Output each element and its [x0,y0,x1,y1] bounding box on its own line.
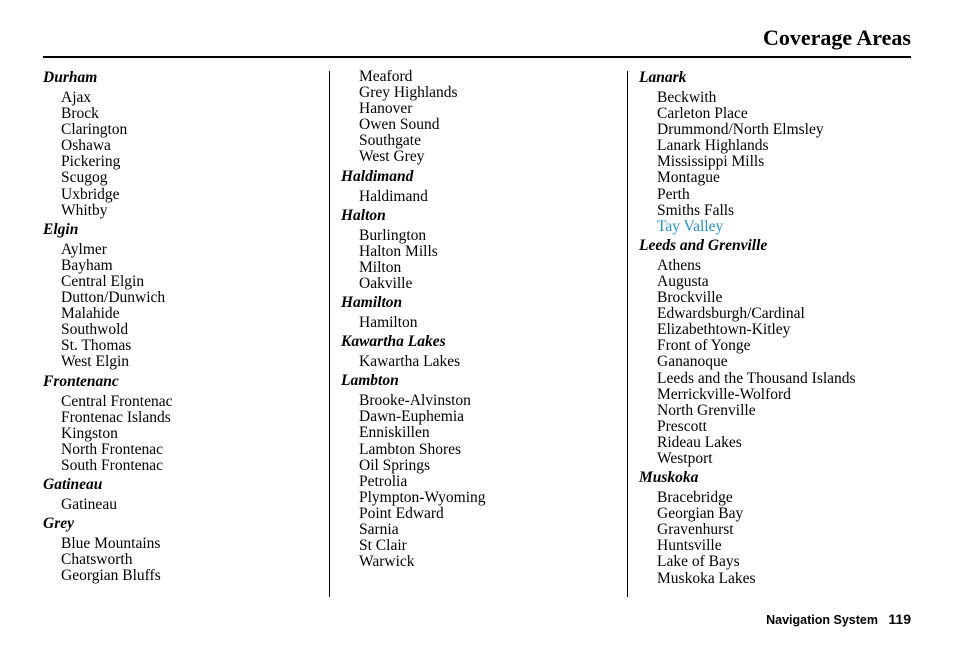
area-item: Brooke-Alvinston [359,392,471,410]
area-item: Milton [359,258,402,276]
area-item: Leeds and the Thousand Islands [657,369,856,387]
region-section [43,515,323,584]
area-item: Beckwith [657,89,717,106]
area-item: Ajax [61,89,92,106]
area-item: Georgian Bluffs [61,567,161,585]
area-item: Merrickville-Wolford [657,385,791,403]
region-heading: Kawartha Lakes [341,333,446,351]
region-section [639,237,911,467]
region-heading: Hamilton [341,294,403,312]
area-item: Bracebridge [657,489,733,507]
area-item: Front of Yonge [657,337,751,355]
area-item: Huntsville [657,537,722,555]
area-item: Warwick [359,553,415,571]
area-item: Southwold [61,321,129,339]
region-section [341,294,621,331]
area-item: Aylmer [61,240,107,258]
area-item: Grey Highlands [359,84,458,102]
page-number: 119 [888,611,911,627]
region-heading: Grey [43,515,74,533]
area-item: Blue Mountains [61,535,161,553]
region-section [43,221,323,371]
area-item: Gatineau [61,495,117,513]
area-item: Oil Springs [359,456,431,474]
area-item: Montague [657,169,720,187]
region-heading: Gatineau [43,475,103,493]
area-item: Brock [61,105,99,123]
region-section [341,69,621,166]
column-divider [627,71,628,597]
area-item: Burlington [359,226,427,244]
region-section [639,69,911,235]
area-item: Drummond/North Elmsley [657,121,824,139]
area-item: Athens [657,256,701,274]
area-item: Rideau Lakes [657,433,742,451]
region-section [341,207,621,292]
area-item: Oshawa [61,137,111,155]
area-item: West Grey [359,148,425,166]
area-item: Gananoque [657,353,728,371]
area-item: Scugog [61,169,108,187]
area-item: West Elgin [61,353,130,371]
page-title: Coverage Areas [762,25,911,50]
coverage-column-1 [43,69,323,586]
area-item: Pickering [61,153,121,171]
area-item: Haldimand [359,187,428,205]
area-item: Edwardsburgh/Cardinal [657,305,805,323]
region-heading: Frontenanc [43,372,119,390]
region-section [43,373,323,474]
area-item: Lake of Bays [657,553,740,571]
area-item: Southgate [359,132,421,150]
area-item: Halton Mills [359,242,438,260]
area-item: Central Elgin [61,272,145,290]
area-item: North Frontenac [61,440,164,458]
area-item: Plympton-Wyoming [359,488,486,506]
area-item: Smiths Falls [657,201,735,219]
area-item: North Grenville [657,401,756,419]
area-item: Clarington [61,121,128,139]
footer-label: Navigation System [766,613,878,627]
region-section [341,333,621,370]
area-item: Augusta [657,272,709,290]
area-item: South Frontenac [61,456,164,474]
region-section [43,69,323,219]
column-divider [329,71,330,597]
region-section [639,469,911,587]
area-item: Dawn-Euphemia [359,408,465,426]
area-item: Perth [657,185,690,203]
region-heading: Haldimand [341,167,414,185]
area-item: Enniskillen [359,424,430,442]
area-item: Carleton Place [657,105,748,123]
area-item: Kawartha Lakes [359,353,461,371]
area-item: Georgian Bay [657,505,744,523]
area-item: Hanover [359,100,413,118]
area-item: Whitby [61,201,108,219]
region-heading: Elgin [43,220,79,238]
area-item: Kingston [61,424,118,442]
area-item: Malahide [61,305,120,323]
area-item: Chatsworth [61,551,133,569]
area-item: Prescott [657,417,707,435]
area-item: Lambton Shores [359,440,462,458]
area-item: Lanark Highlands [657,137,769,155]
area-item: Frontenac Islands [61,408,171,426]
area-item: Petrolia [359,472,408,490]
region-section [341,372,621,570]
coverage-column-3 [639,69,911,589]
area-item: Sarnia [359,520,399,538]
coverage-column-2 [341,69,621,572]
region-heading: Lambton [341,372,399,390]
area-item: Oakville [359,274,413,292]
region-heading: Leeds and Grenville [639,236,768,254]
region-heading: Lanark [639,69,687,86]
region-section [341,168,621,205]
area-item: St Clair [359,537,407,555]
region-heading: Durham [43,69,98,86]
area-item: Point Edward [359,504,444,522]
area-item: Mississippi Mills [657,153,765,171]
region-heading: Muskoka [639,469,699,487]
area-item: Bayham [61,256,113,274]
area-item: Meaford [359,68,413,85]
area-item: Dutton/Dunwich [61,289,166,307]
area-item: Elizabethtown-Kitley [657,321,791,339]
area-link[interactable]: Tay Valley [657,217,724,235]
area-item: St. Thomas [61,337,132,355]
area-item: Hamilton [359,314,418,332]
area-item: Uxbridge [61,185,120,203]
area-item: Brockville [657,289,723,307]
area-item: Gravenhurst [657,521,734,539]
area-item: Westport [657,449,713,467]
area-item: Muskoka Lakes [657,569,756,587]
area-item: Central Frontenac [61,392,173,410]
page-footer [766,610,911,629]
area-item: Owen Sound [359,116,440,134]
region-heading: Halton [341,206,386,224]
title-rule [43,56,911,58]
region-section [43,476,323,513]
